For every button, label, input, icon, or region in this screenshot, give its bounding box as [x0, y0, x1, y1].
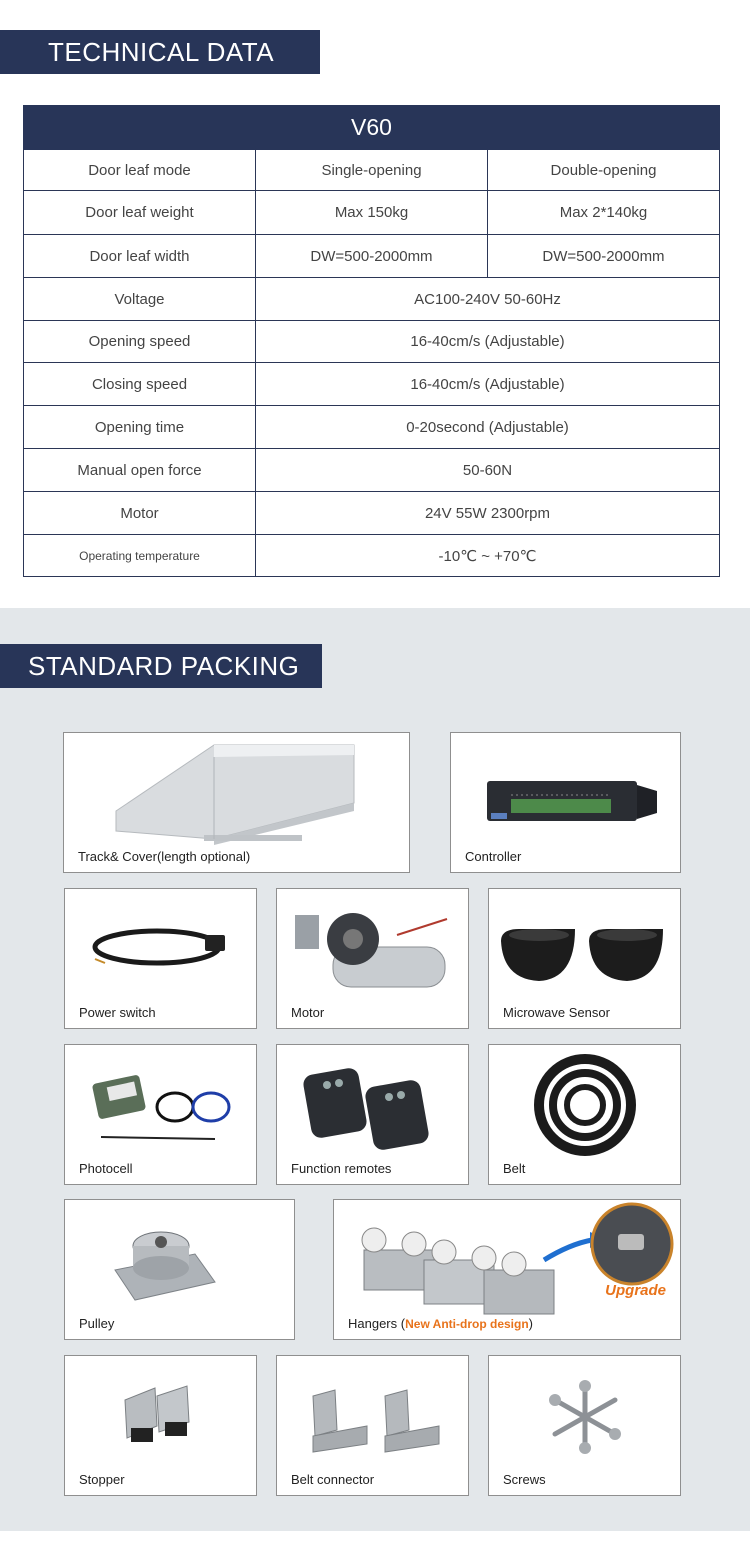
item-hangers — [333, 1199, 681, 1340]
row-label: Door leaf mode — [24, 150, 256, 191]
item-function-remotes — [276, 1044, 469, 1185]
single-value: Single-opening — [256, 150, 488, 191]
footer-strip — [0, 1531, 750, 1545]
table-row — [24, 150, 720, 191]
table-row — [24, 449, 720, 492]
standard-packing-section — [0, 608, 750, 1531]
row-value: AC100-240V 50-60Hz — [256, 278, 720, 321]
item-label: Pulley — [79, 1316, 115, 1331]
table-row — [24, 191, 720, 235]
item-label: Photocell — [79, 1161, 133, 1176]
row-value: 24V 55W 2300rpm — [256, 492, 720, 535]
item-label: Belt — [503, 1161, 526, 1176]
technical-data-title: TECHNICAL DATA — [0, 30, 320, 74]
table-row — [24, 363, 720, 406]
item-microwave-sensor — [488, 888, 681, 1029]
row-label: Voltage — [24, 278, 256, 321]
item-label: Screws — [503, 1472, 546, 1487]
row-label: Opening time — [24, 406, 256, 449]
hangers-note: New Anti-drop design — [405, 1317, 529, 1331]
item-label: Controller — [465, 849, 522, 864]
item-power-switch — [64, 888, 257, 1029]
item-label: Motor — [291, 1005, 325, 1020]
row-label: Door leaf width — [24, 235, 256, 278]
table-row — [24, 321, 720, 363]
table-row — [24, 278, 720, 321]
item-screws — [488, 1355, 681, 1496]
item-label: Function remotes — [291, 1161, 392, 1176]
row-value: 50-60N — [256, 449, 720, 492]
row-label: Closing speed — [24, 363, 256, 406]
hangers-note-close: ) — [528, 1316, 534, 1331]
single-value: Max 150kg — [256, 191, 488, 235]
item-track-cover — [63, 732, 410, 873]
table-row — [24, 535, 720, 577]
spec-table-header — [24, 106, 720, 150]
table-row — [24, 235, 720, 278]
double-value: Max 2*140kg — [488, 191, 720, 235]
technical-data-section — [0, 0, 750, 608]
row-label: Door leaf weight — [24, 191, 256, 235]
row-value: 0-20second (Adjustable) — [256, 406, 720, 449]
item-label: Power switch — [79, 1005, 156, 1020]
item-label: Microwave Sensor — [503, 1005, 610, 1020]
item-pulley — [64, 1199, 295, 1340]
row-value: 16-40cm/s (Adjustable) — [256, 363, 720, 406]
item-label: Belt connector — [291, 1472, 375, 1487]
model-name: V60 — [24, 106, 720, 150]
row-value: 16-40cm/s (Adjustable) — [256, 321, 720, 363]
single-value: DW=500-2000mm — [256, 235, 488, 278]
row-value: -10℃ ~ +70℃ — [256, 535, 720, 577]
row-label: Opening speed — [24, 321, 256, 363]
double-value: DW=500-2000mm — [488, 235, 720, 278]
table-row — [24, 492, 720, 535]
item-motor — [276, 888, 469, 1029]
row-label: Operating temperature — [24, 535, 256, 577]
double-value: Double-opening — [488, 150, 720, 191]
item-label — [348, 1316, 533, 1331]
item-photocell — [64, 1044, 257, 1185]
item-label: Stopper — [79, 1472, 125, 1487]
row-label: Manual open force — [24, 449, 256, 492]
hangers-note-open: ( — [400, 1316, 406, 1331]
item-belt — [488, 1044, 681, 1185]
row-label: Motor — [24, 492, 256, 535]
standard-packing-title: STANDARD PACKING — [0, 644, 322, 688]
upgrade-badge: Upgrade — [605, 1282, 666, 1299]
hangers-label: Hangers — [348, 1316, 398, 1331]
item-label: Track& Cover(length optional) — [78, 849, 251, 864]
item-controller — [450, 732, 681, 873]
spec-table — [23, 105, 720, 577]
item-stopper — [64, 1355, 257, 1496]
item-belt-connector — [276, 1355, 469, 1496]
table-row — [24, 406, 720, 449]
